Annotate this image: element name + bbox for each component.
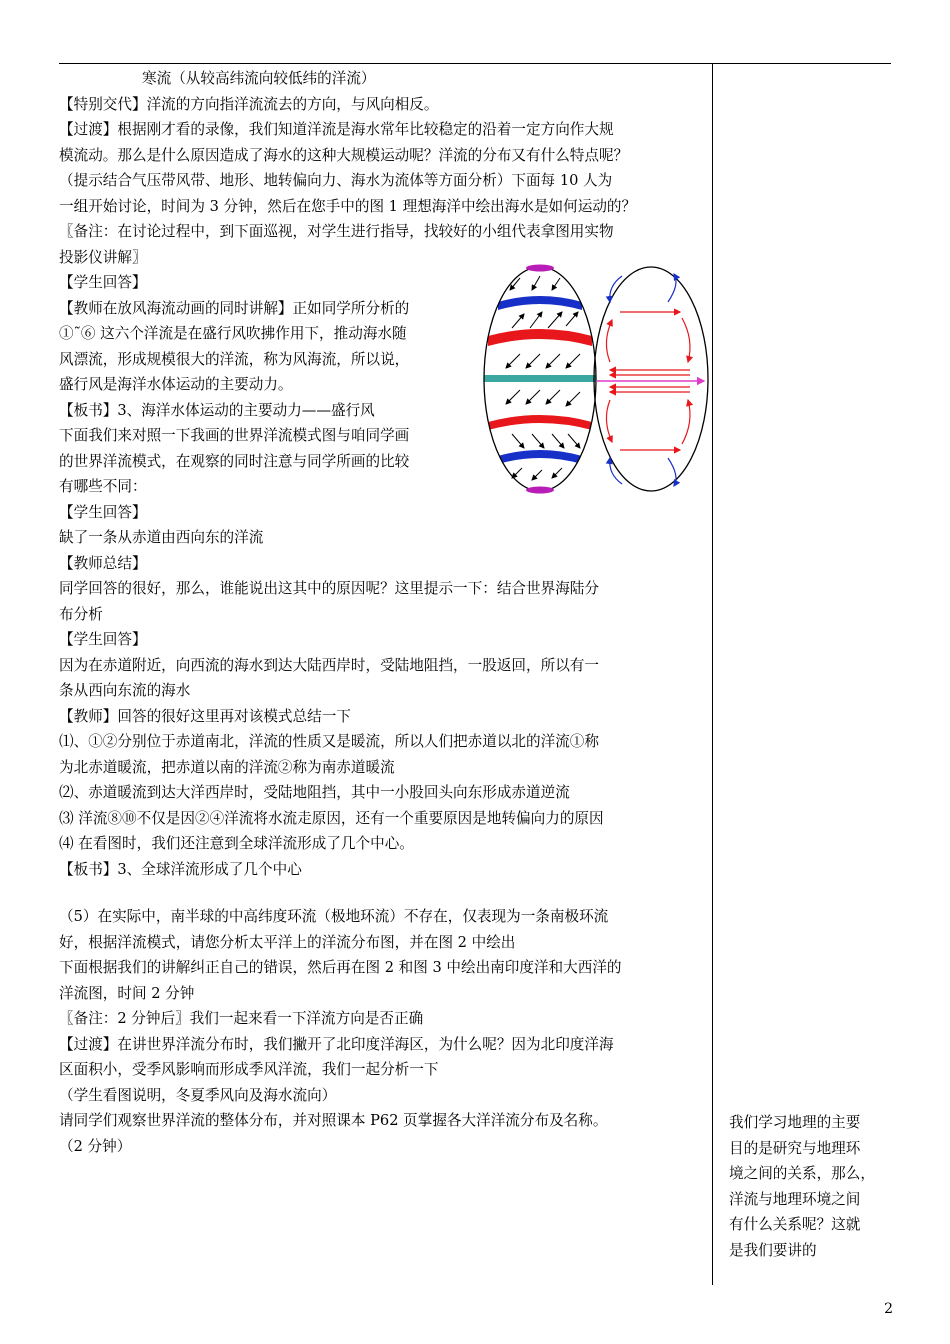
side-note-line: 目的是研究与地理环 (729, 1139, 861, 1157)
side-note-line: 是我们要讲的 (729, 1241, 817, 1259)
text-line: 盛行风是海洋水体运动的主要动力。 (59, 376, 293, 393)
ocean-current-model-figure (480, 262, 712, 496)
cold-current-band (498, 450, 582, 464)
text-line: 风漂流，形成规模很大的洋流，称为风海流，所以说， (59, 350, 410, 368)
text-line: 下面根据我们的讲解纠正自己的错误，然后再在图 2 和图 3 中绘出南印度洋和大西洋的 (59, 959, 622, 976)
text-line: 条从西向东流的海水 (59, 682, 191, 699)
text-line: 【过渡】根据刚才看的录像，我们知道洋流是海水常年比较稳定的沿着一定方向作大规 (59, 121, 614, 138)
text-line: ⑶ 洋流⑧⑩不仅是因②④洋流将水流走原因，还有一个重要原因是地转偏向力的原因 (59, 809, 604, 827)
text-line: （提示结合气压带风带、地形、地转偏向力、海水为流体等方面分析）下面每 10 人为 (59, 172, 613, 189)
text-line: （2 分钟） (59, 1137, 132, 1155)
text-line: 一组开始讨论，时间为 3 分钟，然后在您手中的图 1 理想海洋中绘出海水是如何运动的？ (59, 197, 637, 215)
equator-band (480, 375, 600, 382)
text-line: 缺了一条从赤道由西向东的洋流 (59, 529, 264, 546)
text-line: 【学生回答】 (59, 631, 147, 648)
text-line: 洋流图，时间 2 分钟 (59, 984, 195, 1002)
text-line: 好，根据洋流模式，请您分析太平洋上的洋流分布图，并在图 2 中绘出 (59, 933, 516, 951)
text-line: 【教师总结】 (59, 554, 147, 572)
text-line: 下面我们来对照一下我画的世界洋流模式图与咱同学画 (59, 427, 410, 444)
side-note-line: 洋流与地理环境之间 (729, 1190, 861, 1208)
blank-line (59, 882, 704, 904)
text-line: 【教师】回答的很好这里再对该模式总结一下 (59, 707, 351, 725)
text-line: 同学回答的很好，那么，谁能说出这其中的原因呢？这里提示一下：结合世界海陆分 (59, 580, 599, 597)
text-line: 【过渡】在讲世界洋流分布时，我们撇开了北印度洋海区，为什么呢？因为北印度洋海 (59, 1035, 614, 1053)
text-line: ⑵、赤道暖流到达大洋西岸时，受陆地阻挡，其中一小股回头向东形成赤道逆流 (59, 784, 570, 801)
text-line: 【学生回答】 (59, 274, 147, 291)
text-line: 【学生回答】 (59, 503, 147, 521)
text-line: 布分析 (59, 605, 103, 623)
side-note-line: 境之间的关系，那么， (729, 1165, 875, 1182)
text-line: （5）在实际中，南半球的中高纬度环流（极地环流）不存在，仅表现为一条南极环流 (59, 908, 609, 925)
text-line: 【特别交代】洋流的方向指洋流流去的方向，与风向相反。 (59, 95, 439, 113)
text-line: 【教师在放风海流动画的同时讲解】正如同学所分析的 (59, 299, 410, 317)
text-line: 为北赤道暖流，把赤道以南的洋流②称为南赤道暖流 (59, 758, 395, 776)
text-line: 〖备注：2 分钟后〗我们一起来看一下洋流方向是否正确 (59, 1010, 424, 1027)
column-divider (712, 63, 713, 1285)
lesson-text (59, 66, 704, 1159)
current-model-ellipse (594, 267, 708, 491)
text-line: 区面积小，受季风影响而形成季风洋流，我们一起分析一下 (59, 1061, 439, 1078)
text-line: 【板书】3、全球洋流形成了几个中心 (59, 860, 302, 878)
text-line: ⑴、①②分别位于赤道南北，洋流的性质又是暖流，所以人们把赤道以北的洋流①称 (59, 733, 599, 750)
text-line: 请同学们观察世界洋流的整体分布，并对照课本 P62 页掌握各大洋洋流分布及名称。 (59, 1112, 608, 1129)
side-note-line: 有什么关系呢？这就 (729, 1216, 861, 1233)
text-line: 〖备注：在讨论过程中，到下面巡视，对学生进行指导，找较好的小组代表拿图用实物 (59, 223, 614, 240)
page-number: 2 (884, 1301, 893, 1317)
top-rule (59, 63, 891, 64)
cold-current-arrows (610, 274, 676, 486)
polar-cap (526, 487, 554, 494)
text-line: 因为在赤道附近，向西流的海水到达大陆西岸时，受陆地阻挡，一股返回，所以有一 (59, 656, 599, 674)
polar-cap (526, 265, 554, 272)
text-line: 模流动。那么是什么原因造成了海水的这种大规模运动呢？洋流的分布又有什么特点呢？ (59, 146, 629, 164)
side-note (729, 1110, 899, 1263)
warm-current-band (488, 329, 592, 346)
side-note-line: 我们学习地理的主要 (729, 1114, 861, 1131)
wind-belt-ellipse (480, 265, 600, 494)
text-line: 寒流（从较高纬流向较低纬的洋流） (142, 70, 376, 87)
text-line: 的世界洋流模式，在观察的同时注意与同学所画的比较 (59, 452, 410, 470)
text-line: ⑷ 在看图时，我们还注意到全球洋流形成了几个中心。 (59, 835, 414, 852)
text-line: ①˜⑥ 这六个洋流是在盛行风吹拂作用下，推动海水随 (59, 325, 407, 342)
text-line: 有哪些不同： (59, 478, 147, 495)
cold-current-band (498, 296, 582, 310)
text-line: （学生看图说明，冬夏季风向及海水流向） (59, 1086, 337, 1104)
text-line: 投影仪讲解〗 (59, 248, 147, 266)
warm-current-band (488, 415, 592, 430)
text-line: 【板书】3、海洋水体运动的主要动力——盛行风 (59, 401, 375, 419)
